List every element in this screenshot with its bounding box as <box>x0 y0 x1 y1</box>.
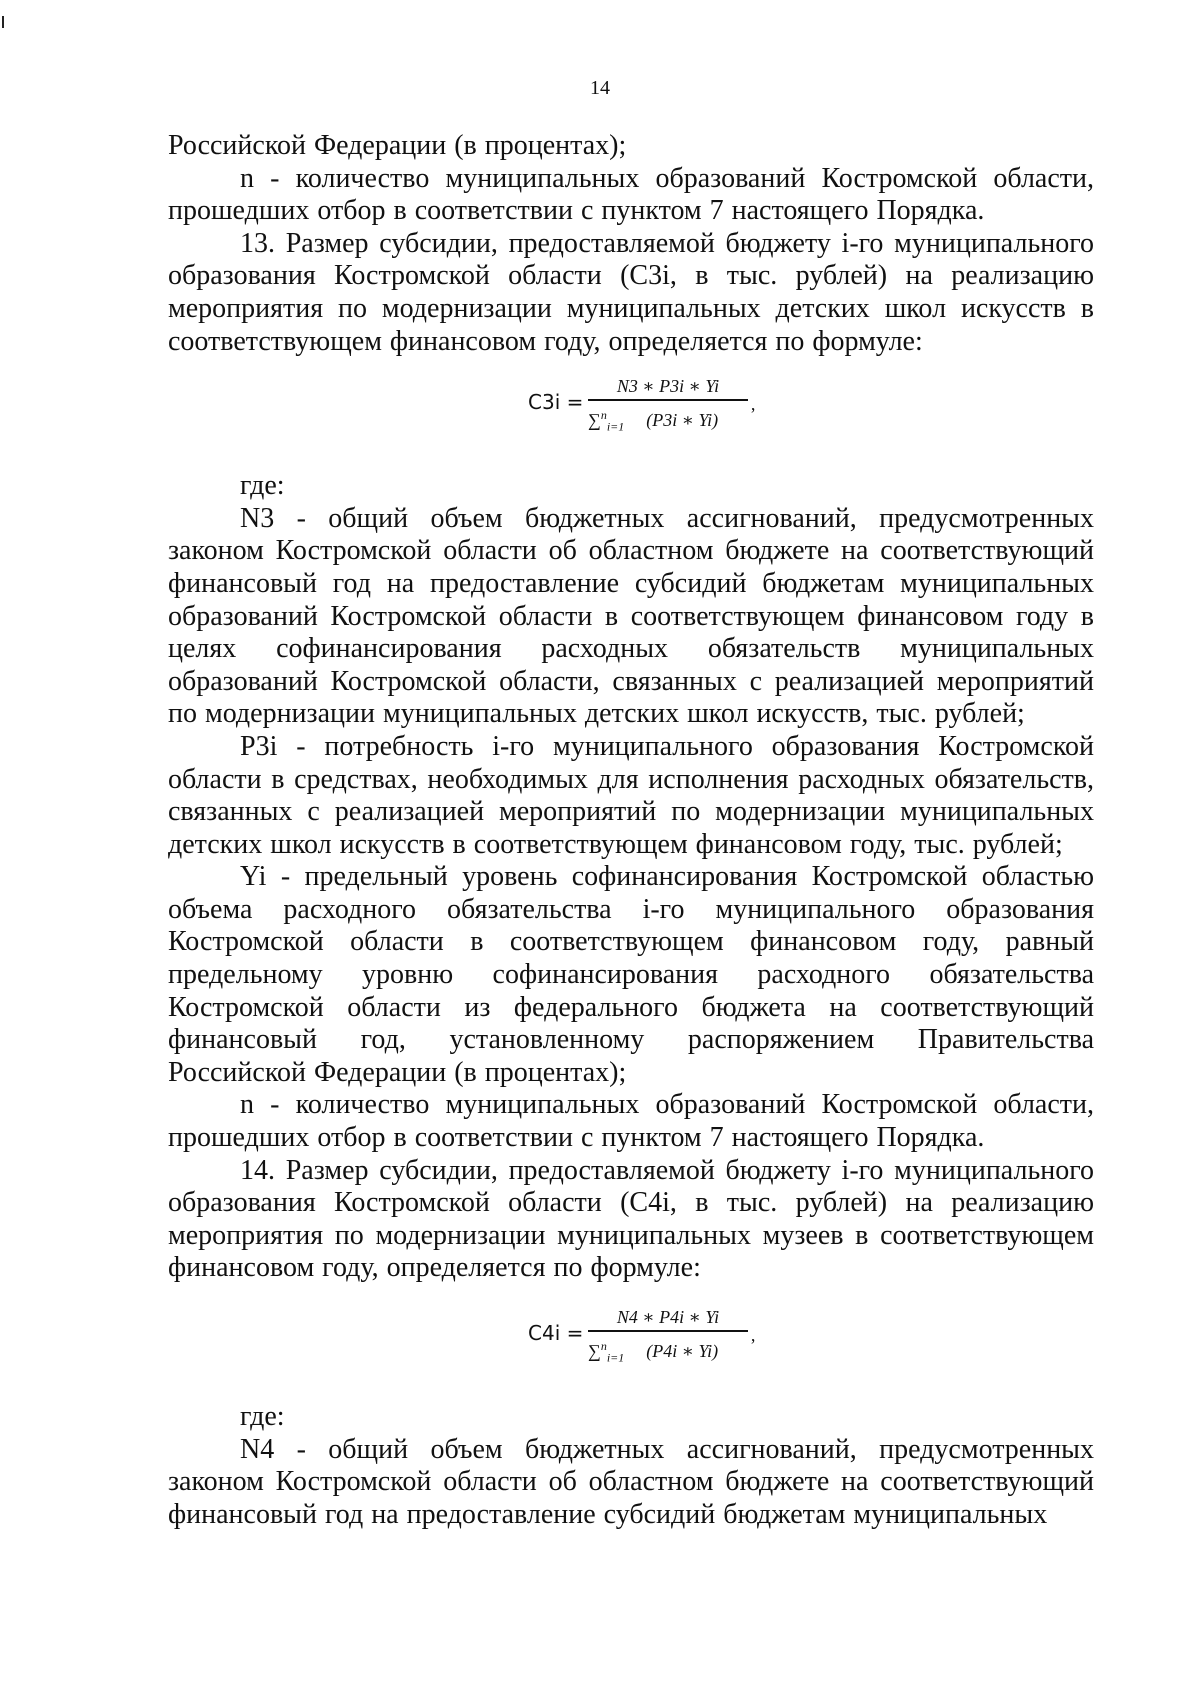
scan-mark <box>2 16 4 28</box>
sum-upper-limit: n <box>600 407 607 422</box>
formula-c4i <box>168 1305 1094 1371</box>
paragraph-continuation: Российской Федерации (в процентах); <box>168 130 627 161</box>
page-number: 14 <box>590 77 610 99</box>
formula-lhs: C3i = <box>528 390 584 415</box>
paragraph-p3i-definition: P3i - потребность i-го муниципального образования Костромской области в средствах, необходимых для исполнения расходных обязательств, связанных с реализацией мероприятий по модернизации муниципальных детских школ искусств в соответствующем финансовом году, тыс. рублей; <box>168 730 1094 860</box>
formula-c3i <box>168 374 1094 440</box>
formula-trail: ’ <box>750 404 756 425</box>
formula-numerator: N3 ∗ P3i ∗ Yi <box>616 376 720 397</box>
formula-numerator: N4 ∗ P4i ∗ Yi <box>616 1307 720 1327</box>
paragraph-n-definition: n - количество муниципальных образований Костромской области, прошедших отбор в соответствии с пунктом 7 настоящего Порядка. <box>168 162 1094 227</box>
sum-lower-limit: i=1 <box>606 1350 625 1365</box>
formula-trail: ’ <box>750 1335 756 1355</box>
sum-symbol: ∑ <box>588 409 601 430</box>
paragraph-n4-definition: N4 - общий объем бюджетных ассигнований, предусмотренных законом Костромской области об областном бюджете на соответствующий финансовый год на предоставление субсидий бюджетам муниципальных <box>168 1433 1094 1530</box>
formula-lhs: C4i = <box>528 1321 584 1345</box>
paragraph-n3-definition: N3 - общий объем бюджетных ассигнований, предусмотренных законом Костромской области об областном бюджете на соответствующий финансовый год на предоставление субсидий бюджетам муниципальных образований Костромской области в соответствующем финансовом году в целях софинансирования расходных обязательств муниципальных образований Костромской области, связанных с реализацией мероприятий по модернизации муниципальных детских школ искусств, тыс. рублей; <box>168 502 1094 730</box>
where-label: где: <box>240 470 285 502</box>
sum-symbol: ∑ <box>588 1340 601 1361</box>
formula-fraction <box>588 1305 748 1369</box>
formula-fraction <box>588 374 748 438</box>
paragraph-clause-14: 14. Размер субсидии, предоставляемой бюджету i-го муниципального образования Костромской области (С4i, в тыс. рублей) на реализацию мероприятия по модернизации муниципальных музеев в соответствующем финансовом году, определяется по формуле: <box>168 1154 1094 1284</box>
paragraph-yi-definition: Yi - предельный уровень софинансирования Костромской областью объема расходного обязательства i-го муниципального образования Костромской области в соответствующем финансовом году, равный предельному уровню софинансирования расходного обязательства Костромской области из федерального бюджета на соответствующий финансовый год, установленному распоряжением Правительства Российской Федерации (в процентах); <box>168 861 1094 1088</box>
formula-denominator <box>588 403 748 439</box>
formula-denominator <box>588 1334 748 1370</box>
sum-argument: (P3i ∗ Yi) <box>646 409 719 430</box>
sum-upper-limit: n <box>600 1338 607 1353</box>
paragraph-n-definition-2: n - количество муниципальных образований Костромской области, прошедших отбор в соответствии с пунктом 7 настоящего Порядка. <box>168 1089 1094 1154</box>
sum-lower-limit: i=1 <box>606 419 625 434</box>
sum-argument: (P4i ∗ Yi) <box>646 1340 719 1361</box>
fraction-bar <box>588 399 748 401</box>
fraction-bar <box>588 1330 748 1332</box>
document-body <box>168 130 1094 1531</box>
where-label-2: где: <box>240 1401 285 1432</box>
paragraph-clause-13: 13. Размер субсидии, предоставляемой бюджету i-го муниципального образования Костромской области (С3i, в тыс. рублей) на реализацию мероприятия по модернизации муниципальных детских школ искусств в соответствующем финансовом году, определяется по формуле: <box>168 227 1094 357</box>
